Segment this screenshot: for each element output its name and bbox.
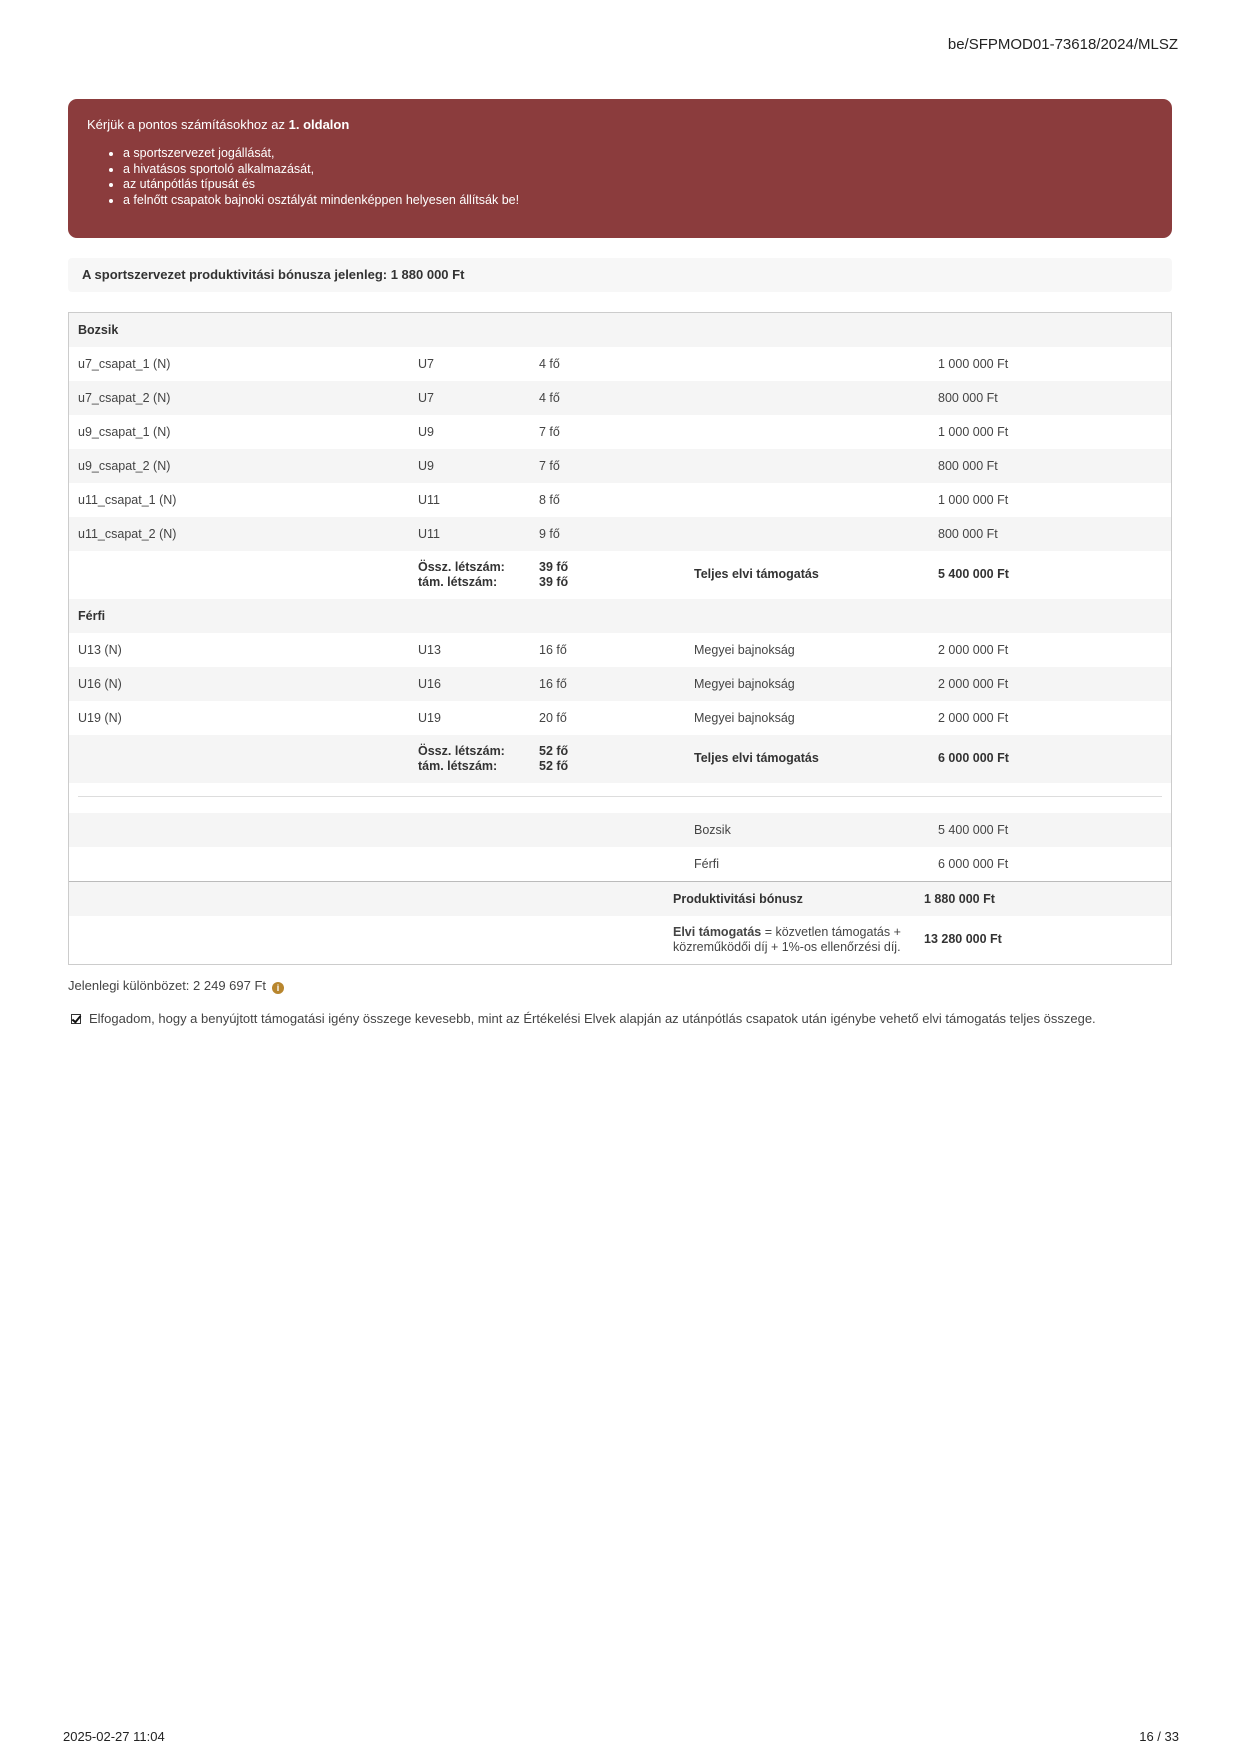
- team-name: U16 (N): [78, 677, 122, 691]
- total-row-ferfi: [69, 847, 1171, 881]
- accept-text: Elfogadom, hogy a benyújtott támogatási igény összege kevesebb, mint az Értékelési Elvek alapján az utánpótlás csapatok után igénybe vehető elvi támogatás teljes összege.: [89, 1011, 1096, 1026]
- table-row: [69, 415, 1171, 449]
- alert-intro-link: 1. oldalon: [288, 117, 350, 132]
- team-name: u7_csapat_2 (N): [78, 391, 171, 405]
- summary-row-bozsik: [69, 551, 1171, 599]
- alert-intro: [87, 117, 1153, 132]
- alert-intro-text: Kérjük a pontos számításokhoz az: [87, 117, 285, 132]
- player-count: 16 fő: [539, 643, 567, 657]
- total-value: 5 400 000 Ft: [938, 823, 1009, 837]
- supported-headcount-value: 39 fő: [539, 575, 569, 589]
- theoretical-support-total-row: [69, 916, 1171, 964]
- alert-list: [87, 146, 1153, 208]
- player-count: 20 fő: [539, 711, 567, 725]
- age-group: U11: [418, 527, 441, 541]
- player-count: 7 fő: [539, 459, 560, 473]
- document-reference: be/SFPMOD01-73618/2024/MLSZ: [947, 36, 1178, 53]
- amount: 2 000 000 Ft: [938, 711, 1009, 725]
- age-group: U7: [418, 357, 434, 371]
- current-difference: [68, 978, 284, 994]
- supported-headcount-value: 52 fő: [539, 759, 569, 773]
- total-value: 6 000 000 Ft: [938, 857, 1009, 871]
- player-count: 16 fő: [539, 677, 567, 691]
- amount: 1 000 000 Ft: [938, 357, 1009, 371]
- headcount-labels: [418, 560, 505, 590]
- definition-part: közreműködői díj + 1%-os ellenőrzési díj.: [673, 940, 901, 954]
- total-headcount-value: 52 fő: [539, 744, 569, 758]
- alert-item: • a sportszervezet jogállását,: [123, 146, 1153, 162]
- table-row: [69, 483, 1171, 517]
- theoretical-support-value: 5 400 000 Ft: [938, 567, 1009, 581]
- productivity-bonus-label: Produktivitási bónusz: [673, 892, 803, 906]
- player-count: 4 fő: [539, 391, 560, 405]
- section-title: Férfi: [78, 609, 106, 623]
- theoretical-support-label: Teljes elvi támogatás: [694, 751, 819, 765]
- age-group: U19: [418, 711, 441, 725]
- amount: 800 000 Ft: [938, 527, 998, 541]
- age-group: U11: [418, 493, 441, 507]
- table-row: [69, 517, 1171, 551]
- team-name: u11_csapat_2 (N): [78, 527, 177, 541]
- table-row: [69, 347, 1171, 381]
- alert-item: • az utánpótlás típusát és: [123, 177, 1153, 193]
- bonus-banner: A sportszervezet produktivitási bónusza jelenleg: 1 880 000 Ft: [68, 258, 1172, 292]
- theoretical-support-term: Elvi támogatás: [673, 925, 762, 939]
- amount: 2 000 000 Ft: [938, 677, 1009, 691]
- acceptance-statement: [71, 1011, 1096, 1026]
- info-icon[interactable]: i: [272, 982, 284, 994]
- current-difference-text: Jelenlegi különbözet: 2 249 697 Ft: [68, 978, 267, 993]
- player-count: 4 fő: [539, 357, 560, 371]
- table-row: [69, 633, 1171, 667]
- amount: 1 000 000 Ft: [938, 493, 1009, 507]
- theoretical-support-label: Teljes elvi támogatás: [694, 567, 819, 581]
- age-group: U9: [418, 459, 434, 473]
- total-headcount-value: 39 fő: [539, 560, 569, 574]
- table-row: [69, 667, 1171, 701]
- age-group: U16: [418, 677, 441, 691]
- definition-part: = közvetlen támogatás +: [761, 925, 901, 939]
- league: Megyei bajnokság: [694, 643, 795, 657]
- alert-item: • a felnőtt csapatok bajnoki osztályát mindenképpen helyesen állítsák be!: [123, 193, 1153, 209]
- team-name: U13 (N): [78, 643, 122, 657]
- team-name: u9_csapat_2 (N): [78, 459, 171, 473]
- age-group: U9: [418, 425, 434, 439]
- league: Megyei bajnokság: [694, 677, 795, 691]
- total-headcount-label: Össz. létszám:: [418, 560, 505, 574]
- headcount-values: [539, 744, 568, 774]
- player-count: 8 fő: [539, 493, 560, 507]
- section-title: Bozsik: [78, 323, 119, 337]
- headcount-labels: [418, 744, 505, 774]
- headcount-values: [539, 560, 568, 590]
- productivity-bonus-row: [69, 882, 1171, 916]
- support-table: [68, 312, 1172, 965]
- footer-datetime: 2025-02-27 11:04: [63, 1729, 165, 1744]
- table-row: [69, 701, 1171, 735]
- productivity-bonus-value: 1 880 000 Ft: [924, 892, 995, 906]
- team-name: u11_csapat_1 (N): [78, 493, 177, 507]
- age-group: U13: [418, 643, 441, 657]
- team-name: u9_csapat_1 (N): [78, 425, 171, 439]
- player-count: 9 fő: [539, 527, 560, 541]
- player-count: 7 fő: [539, 425, 560, 439]
- amount: 1 000 000 Ft: [938, 425, 1009, 439]
- theoretical-support-value: 6 000 000 Ft: [938, 751, 1009, 765]
- summary-row-ferfi: [69, 735, 1171, 783]
- page-number: 16 / 33: [1139, 1729, 1179, 1744]
- league: Megyei bajnokság: [694, 711, 795, 725]
- amount: 2 000 000 Ft: [938, 643, 1009, 657]
- accept-checkbox[interactable]: [71, 1014, 81, 1024]
- amount: 800 000 Ft: [938, 459, 998, 473]
- alert-item: • a hivatásos sportoló alkalmazását,: [123, 162, 1153, 178]
- warning-alert: [68, 99, 1172, 238]
- section-header-bozsik: [69, 313, 1171, 347]
- divider: [78, 796, 1162, 797]
- team-name: u7_csapat_1 (N): [78, 357, 171, 371]
- total-headcount-label: Össz. létszám:: [418, 744, 505, 758]
- team-name: U19 (N): [78, 711, 122, 725]
- total-row-bozsik: [69, 813, 1171, 847]
- amount: 800 000 Ft: [938, 391, 998, 405]
- table-row: [69, 449, 1171, 483]
- theoretical-support-definition: [673, 925, 901, 955]
- table-row: [69, 381, 1171, 415]
- total-label: Férfi: [694, 857, 719, 871]
- supported-headcount-label: tám. létszám:: [418, 759, 498, 773]
- section-header-ferfi: [69, 599, 1171, 633]
- age-group: U7: [418, 391, 434, 405]
- supported-headcount-label: tám. létszám:: [418, 575, 498, 589]
- theoretical-support-total-value: 13 280 000 Ft: [924, 932, 1002, 946]
- total-label: Bozsik: [694, 823, 731, 837]
